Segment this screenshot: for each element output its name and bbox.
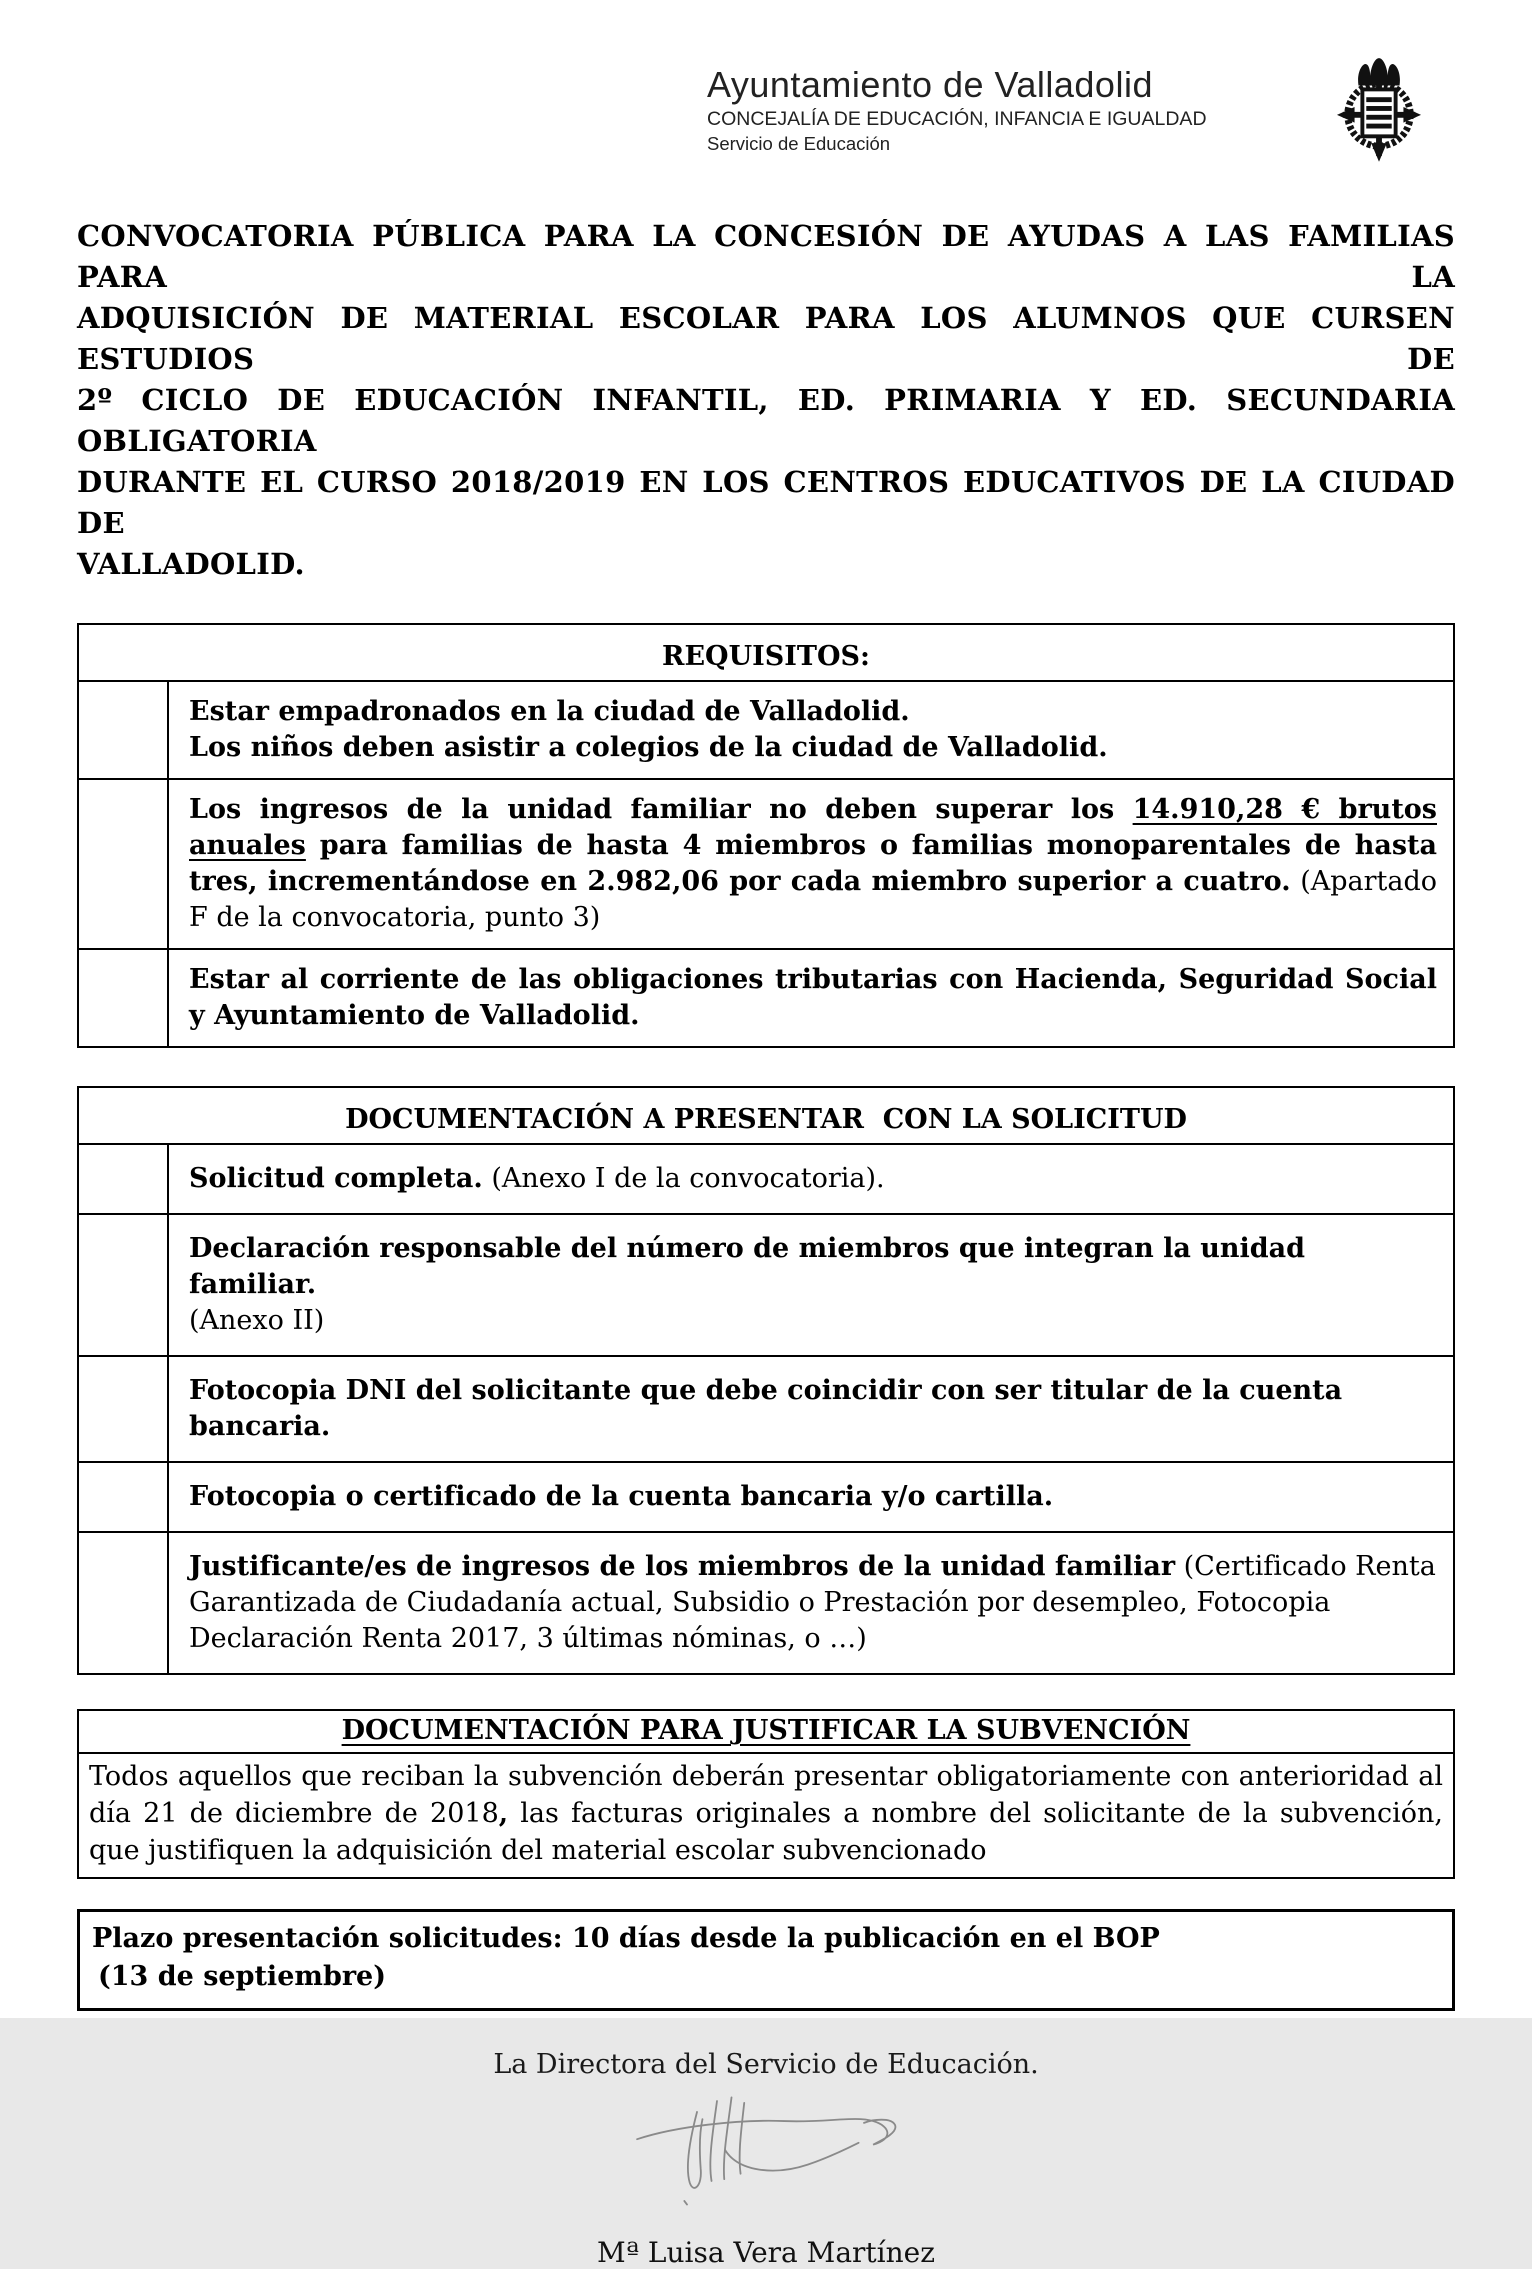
document-cell [168,1144,1454,1214]
table-row [78,1532,1454,1674]
plazo-box [77,1909,1455,2011]
document-text: Solicitud completa. [189,1163,483,1194]
plazo-line-1: Plazo presentación solicitudes: 10 días desde la publicación en el BOP [92,1923,1160,1954]
documentacion-solicitud-table [77,1086,1455,1675]
requisito-text: Los ingresos de la unidad familiar no deben superar los [189,794,1133,825]
signatory-role: La Directora del Servicio de Educación. [493,2049,1039,2080]
justificar-text: las facturas originales a nombre del solicitante de la subvención, que justifiquen la adquisición del material escolar subvencionado [89,1798,1443,1866]
document-cell: Fotocopia o certificado de la cuenta bancaria y/o cartilla. [168,1462,1454,1532]
justificar-paragraph [79,1754,1453,1877]
justificar-text-bold: , [498,1798,509,1829]
title-line: CONVOCATORIA PÚBLICA PARA LA CONCESIÓN DE AYUDAS A LAS FAMILIAS PARA LA [77,219,1455,294]
documentacion-justificar-section [77,1709,1455,1879]
check-cell [78,949,168,1047]
title-line: ADQUISICIÓN DE MATERIAL ESCOLAR PARA LOS ALUMNOS QUE CURSEN ESTUDIOS DE [77,301,1455,376]
table-row [78,1356,1454,1462]
table-row [78,779,1454,949]
service-name: Servicio de Educación [707,132,891,154]
document-note: (Anexo II) [189,1305,325,1336]
income-limit-underlined: 14.910,28 € brutos anuales [189,794,1437,861]
page-title [77,216,1455,585]
check-cell [78,1214,168,1356]
requisito-cell [168,681,1454,779]
requisito-text: para familias de hasta 4 miembros o familias monoparentales de hasta tres, incrementándose en 2.982,06 por cada miembro superior a cuatro. [189,830,1437,897]
title-line: DURANTE EL CURSO 2018/2019 EN LOS CENTROS EDUCATIVOS DE LA CIUDAD DE [77,465,1455,540]
justificar-header [79,1711,1453,1754]
table-row [78,1214,1454,1356]
check-cell [78,681,168,779]
requisitos-header-row [78,624,1454,681]
document-text: Justificante/es de ingresos de los miembros de la unidad familiar [189,1551,1176,1582]
check-cell [78,1462,168,1532]
document-cell [168,1214,1454,1356]
table-row [78,681,1454,779]
requisitos-header: REQUISITOS: [78,624,1454,681]
title-line: VALLADOLID. [77,547,305,581]
valladolid-crest-icon [1335,52,1423,166]
document-cell [168,1532,1454,1674]
table-row [78,1144,1454,1214]
check-cell [78,1356,168,1462]
table-row [78,949,1454,1047]
signature-scribble [77,2092,1455,2214]
justificar-header-text: DOCUMENTACIÓN PARA JUSTIFICAR LA SUBVENCIÓN [341,1715,1191,1746]
requisito-cell [168,779,1454,949]
document-text: Declaración responsable del número de miembros que integran la unidad familiar. [189,1233,1306,1300]
plazo-line-2: (13 de septiembre) [98,1961,386,1992]
letterhead-text [707,64,1207,154]
requisito-cell: Estar al corriente de las obligaciones tributarias con Hacienda, Seguridad Social y Ayuntamiento de Valladolid. [168,949,1454,1047]
document-note: (Anexo I de la convocatoria). [482,1163,885,1194]
document-note: (Certificado Renta Garantizada de Ciudadanía actual, Subsidio o Prestación por desempleo, Fotocopia Declaración Renta 2017, 3 últimas nóminas, o …) [189,1551,1436,1654]
signatory-name: Mª Luisa Vera Martínez [597,2236,935,2269]
title-line: 2º CICLO DE EDUCACIÓN INFANTIL, ED. PRIMARIA Y ED. SECUNDARIA OBLIGATORIA [77,383,1455,458]
document-cell: Fotocopia DNI del solicitante que debe coincidir con ser titular de la cuenta bancaria. [168,1356,1454,1462]
docs-header: DOCUMENTACIÓN A PRESENTAR CON LA SOLICITUD [78,1087,1454,1144]
letterhead [77,52,1455,170]
requisito-text: Estar empadronados en la ciudad de Valladolid. [189,696,910,727]
docs-header-row [78,1087,1454,1144]
org-name: Ayuntamiento de Valladolid [707,64,1153,105]
check-cell [78,1144,168,1214]
check-cell [78,1532,168,1674]
check-cell [78,779,168,949]
requisito-note: (Apartado F de la convocatoria, punto 3) [189,866,1437,933]
department-name: CONCEJALÍA DE EDUCACIÓN, INFANCIA E IGUALDAD [707,108,1207,131]
table-row [78,1462,1454,1532]
justificar-text: Todos aquellos que reciban la subvención deberán presentar obligatoriamente con anterioridad al día 21 de diciembre de 2018 [89,1761,1443,1829]
requisitos-table [77,623,1455,1048]
requisito-text: Los niños deben asistir a colegios de la ciudad de Valladolid. [189,732,1108,763]
